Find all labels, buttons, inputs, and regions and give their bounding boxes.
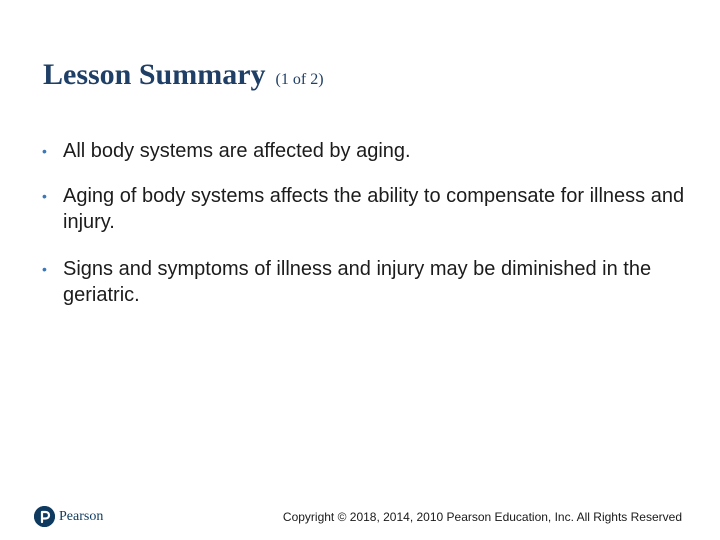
bullet-item: [40, 183, 690, 235]
slide-title: [43, 58, 324, 92]
bullet-dot-icon: •: [42, 188, 47, 204]
bullet-item: [40, 138, 690, 164]
pearson-logo-icon: [34, 506, 55, 527]
bullet-text: All body systems are affected by aging.: [63, 140, 411, 162]
bullet-item: [40, 256, 690, 308]
bullet-text: Aging of body systems affects the ability to compensate for illness and injury.: [63, 185, 685, 233]
bullet-text: Signs and symptoms of illness and injury may be diminished in the geriatric.: [63, 258, 652, 306]
slide-footer: [0, 498, 720, 538]
bullet-list: [40, 138, 690, 327]
copyright-notice: Copyright © 2018, 2014, 2010 Pearson Education, Inc. All Rights Reserved: [282, 510, 682, 524]
title-page-indicator: (1 of 2): [275, 71, 324, 88]
pearson-logo: [34, 506, 103, 527]
title-text: Lesson Summary: [43, 58, 266, 91]
bullet-dot-icon: •: [42, 261, 47, 277]
pearson-logo-text: Pearson: [59, 508, 104, 524]
bullet-dot-icon: •: [42, 143, 47, 159]
